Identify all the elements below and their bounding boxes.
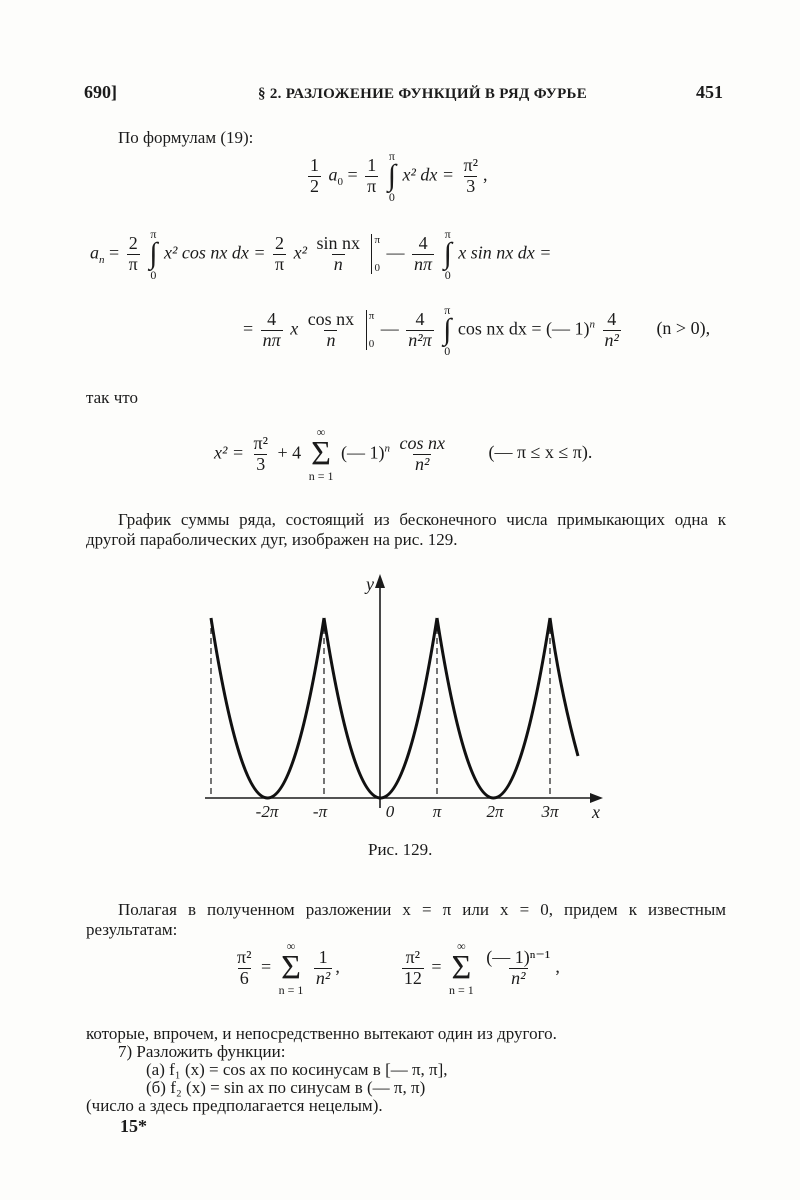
polagaya-paragraph: Полагая в полученном разложении x = π или x = 0, придем к известным результатам: <box>86 900 726 939</box>
tick-label-minus-2pi: -2π <box>255 802 279 821</box>
footer-line-5: (число a здесь предполагается нецелым). <box>86 1096 383 1115</box>
running-head-left: 690] <box>84 82 117 102</box>
footer-line-1: которые, впрочем, и непосредственно вытекают один из другого. <box>86 1024 557 1043</box>
tak-chto-text: так что <box>86 388 138 407</box>
figure-caption: Рис. 129. <box>368 840 433 859</box>
results-equation: $\frac{\text{π²}}{6}$ = ∞ Σ n = 1 $\frac{1}{\text{n²}}$ , $\frac{\text{π²}}{12}$ = ∞ Σ n = 1 $\frac{\text{(— 1)ⁿ⁻¹}}{\text{n²}}$ , <box>237 939 560 998</box>
graph-paragraph: График суммы ряда, состоящий из бесконечного числа примыкающих одна к другой параболических дуг, изображен на рис. 129. <box>86 510 726 549</box>
tick-label-zero: 0 <box>385 802 395 821</box>
parabolic-arc-1 <box>211 618 324 798</box>
tick-label-pi: π <box>432 802 442 821</box>
equation-an-line1: $a_n$ = $\frac{2}{\pi}$ π ∫ 0 x² cos nx dx = $\frac{2}{\pi}$ x² $\frac{\text{sin nx}}{n}$ π 0 — $\frac{4}{n\pi}$ π ∫ 0 x sin nx dx = <box>90 227 552 282</box>
equation-a0: $\frac{1}{2}$ $a_0$ = $\frac{1}{\pi}$ π ∫ 0 x² dx = $\frac{\text{π²}}{3}$ , <box>310 149 488 204</box>
figure-129 <box>0 560 800 860</box>
series-equation: x² = $\frac{\text{π²}}{3}$ + 4 ∞ Σ n = 1 (— 1)$^n$ $\frac{\text{cos nx}}{\text{n²}}$ (— π ≤ x ≤ π). <box>214 425 593 484</box>
footer-line-2: 7) Разложить функции: <box>118 1042 286 1061</box>
tick-label-3pi: 3π <box>541 802 559 821</box>
x-axis-label: x <box>592 802 600 822</box>
equation-an-line2: = $\frac{4}{n\pi}$ x $\frac{\text{cos nx}}{n}$ π 0 — $\frac{4}{\text{n²π}}$ π ∫ 0 cos nx dx = (— 1)$^n$ $\frac{4}{\text{n²}}$ (n > 0), <box>243 303 711 358</box>
tick-label-2pi: 2π <box>486 802 504 821</box>
footer-line-4: (б) f₂ (x) = sin ax по синусам в (— π, π) <box>146 1078 426 1097</box>
page-number: 451 <box>696 82 723 102</box>
parabolic-arc-4 <box>550 618 578 756</box>
signature-mark: 15* <box>120 1116 147 1136</box>
tick-label-minus-pi: -π <box>312 802 328 821</box>
y-axis-label: y <box>366 574 374 594</box>
footer-line-3: (а) f₁ (x) = cos ax по косинусам в [— π, π], <box>146 1060 448 1079</box>
running-head-title: § 2. РАЗЛОЖЕНИЕ ФУНКЦИЙ В РЯД ФУРЬЕ <box>258 86 588 102</box>
parabolic-arc-3 <box>437 618 550 798</box>
y-axis-arrow-icon <box>375 574 385 588</box>
intro-text: По формулам (19): <box>118 128 254 147</box>
